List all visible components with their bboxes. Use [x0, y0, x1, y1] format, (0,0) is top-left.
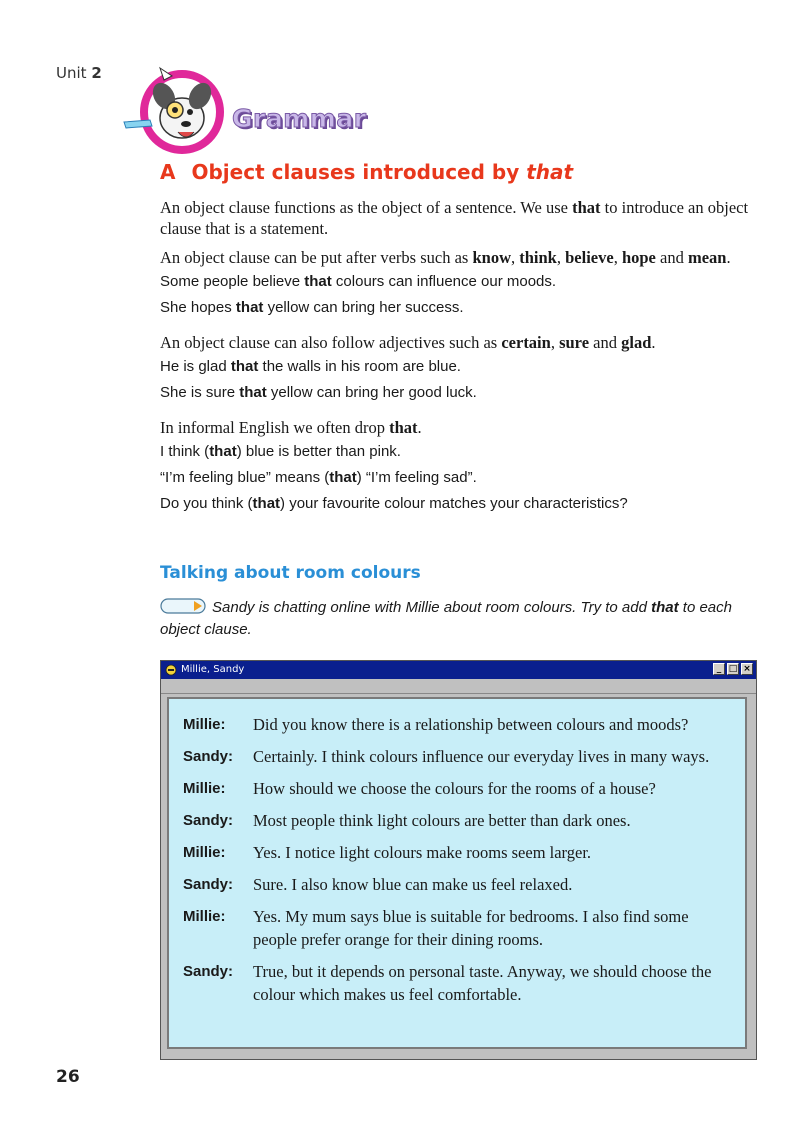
- chat-toolbar: [161, 679, 756, 694]
- instruction-keyword: that: [651, 599, 679, 616]
- p3-and: and: [589, 333, 622, 352]
- p2-sep2: ,: [556, 248, 566, 267]
- paragraph-2: [160, 247, 750, 268]
- p2-think: think: [519, 248, 557, 267]
- example-3: [160, 357, 750, 377]
- ex6-c: ) “I’m feeling sad”.: [356, 469, 477, 486]
- ex7-c: ) your favourite colour matches your characteristics?: [280, 495, 628, 512]
- ex1-c: colours can influence our moods.: [331, 273, 557, 290]
- p1-text-a: An object clause functions as the object of a sentence. We use: [160, 198, 573, 217]
- ex3-c: the walls in his room are blue.: [258, 358, 461, 375]
- chat-text: Most people think light colours are better than dark ones.: [253, 811, 631, 830]
- example-2: [160, 298, 750, 318]
- chat-message: [183, 841, 731, 864]
- chat-log: [167, 697, 747, 1049]
- play-pill-icon: [160, 598, 206, 614]
- p3-text-a: An object clause can also follow adjectives such as: [160, 333, 502, 352]
- chat-speaker: Sandy:: [183, 812, 234, 829]
- chat-message: [183, 873, 731, 896]
- p1-text-c: to introduce an object clause that is a statement.: [160, 198, 749, 238]
- p3-end: .: [651, 333, 656, 352]
- chat-text: Sure. I also know blue can make us feel relaxed.: [253, 875, 573, 894]
- p2-sep1: ,: [511, 248, 520, 267]
- chat-speaker: Millie:: [183, 780, 226, 797]
- unit-number: 2: [91, 64, 102, 82]
- ex7-b: that: [252, 495, 281, 512]
- p2-and: and: [655, 248, 688, 267]
- example-4: [160, 383, 750, 403]
- example-5: [160, 442, 750, 462]
- section-a-title-text: Object clauses introduced by: [191, 160, 527, 184]
- paragraph-1: [160, 197, 750, 239]
- ex2-b: that: [235, 299, 264, 316]
- p3-sep: ,: [550, 333, 560, 352]
- ex4-a: She is sure: [160, 384, 240, 401]
- subsection-title: Talking about room colours: [160, 563, 421, 583]
- ex1-a: Some people believe: [160, 273, 305, 290]
- instruction-text: [160, 597, 750, 641]
- example-7: [160, 494, 750, 514]
- unit-label: [56, 64, 102, 82]
- grammar-mascot-icon: [120, 62, 240, 162]
- instruction-c: to each object clause.: [160, 599, 732, 638]
- chat-message: [183, 809, 731, 832]
- chat-speaker: Millie:: [183, 844, 226, 861]
- section-a-body: [160, 197, 750, 520]
- section-title: Grammar: [232, 104, 367, 133]
- ex4-b: that: [239, 384, 267, 401]
- chat-titlebar[interactable]: [161, 661, 756, 679]
- paragraph-3: [160, 332, 750, 353]
- instruction-a: Sandy is chatting online with Millie about room colours. Try to add: [212, 599, 652, 616]
- chat-message: [183, 777, 731, 800]
- chat-speaker: Sandy:: [183, 963, 234, 980]
- close-button[interactable]: ×: [741, 663, 753, 675]
- p3-sure: sure: [559, 333, 590, 352]
- p2-mean: mean: [687, 248, 727, 267]
- chat-text: Yes. I notice light colours make rooms seem larger.: [253, 843, 592, 862]
- unit-word: Unit: [56, 64, 87, 82]
- ex5-c: ) blue is better than pink.: [236, 443, 401, 460]
- p4-text-a: In informal English we often drop: [160, 418, 390, 437]
- chat-text: How should we choose the colours for the rooms of a house?: [253, 779, 656, 798]
- ex5-a: I think (: [160, 443, 210, 460]
- chat-speaker: Sandy:: [183, 876, 234, 893]
- example-6: [160, 468, 750, 488]
- p2-know: know: [472, 248, 511, 267]
- chat-text: Certainly. I think colours influence our everyday lives in many ways.: [253, 747, 710, 766]
- p1-keyword: that: [572, 198, 601, 217]
- p4-text-c: .: [417, 418, 422, 437]
- chat-speaker: Sandy:: [183, 748, 234, 765]
- chat-message: [183, 960, 731, 1006]
- chat-speaker: Millie:: [183, 908, 226, 925]
- ex2-c: yellow can bring her success.: [263, 299, 464, 316]
- chat-text: True, but it depends on personal taste. Anyway, we should choose the colour which makes us feel comfortable.: [253, 962, 712, 1004]
- chat-window: [160, 660, 757, 1060]
- ex2-a: She hopes: [160, 299, 236, 316]
- section-a-heading: [160, 160, 573, 184]
- chat-text: Yes. My mum says blue is suitable for bedrooms. I also find some people prefer orange for their dining rooms.: [253, 907, 689, 949]
- chat-message: [183, 905, 731, 951]
- p2-end: .: [726, 248, 731, 267]
- chat-message: [183, 745, 731, 768]
- ex5-b: that: [209, 443, 237, 460]
- p4-keyword: that: [389, 418, 418, 437]
- ex1-b: that: [304, 273, 332, 290]
- p2-hope: hope: [621, 248, 656, 267]
- paragraph-4: [160, 417, 750, 438]
- messenger-icon: [165, 664, 177, 676]
- chat-speaker: Millie:: [183, 716, 226, 733]
- chat-message: [183, 713, 731, 736]
- p3-glad: glad: [621, 333, 652, 352]
- minimize-button[interactable]: _: [713, 663, 725, 675]
- page-number: 26: [56, 1067, 80, 1087]
- chat-text: Did you know there is a relationship between colours and moods?: [253, 715, 689, 734]
- example-1: [160, 272, 750, 292]
- p3-certain: certain: [501, 333, 551, 352]
- section-a-title-italic: that: [526, 160, 574, 184]
- ex3-a: He is glad: [160, 358, 231, 375]
- ex6-a: “I’m feeling blue” means (: [160, 469, 330, 486]
- p2-sep3: ,: [613, 248, 622, 267]
- chat-window-title: Millie, Sandy: [181, 664, 245, 675]
- ex6-b: that: [329, 469, 357, 486]
- ex4-c: yellow can bring her good luck.: [266, 384, 477, 401]
- ex7-a: Do you think (: [160, 495, 253, 512]
- ex3-b: that: [230, 358, 259, 375]
- p2-believe: believe: [565, 248, 614, 267]
- p2-text-a: An object clause can be put after verbs such as: [160, 248, 473, 267]
- section-letter: A: [160, 160, 176, 184]
- maximize-button[interactable]: □: [728, 664, 738, 674]
